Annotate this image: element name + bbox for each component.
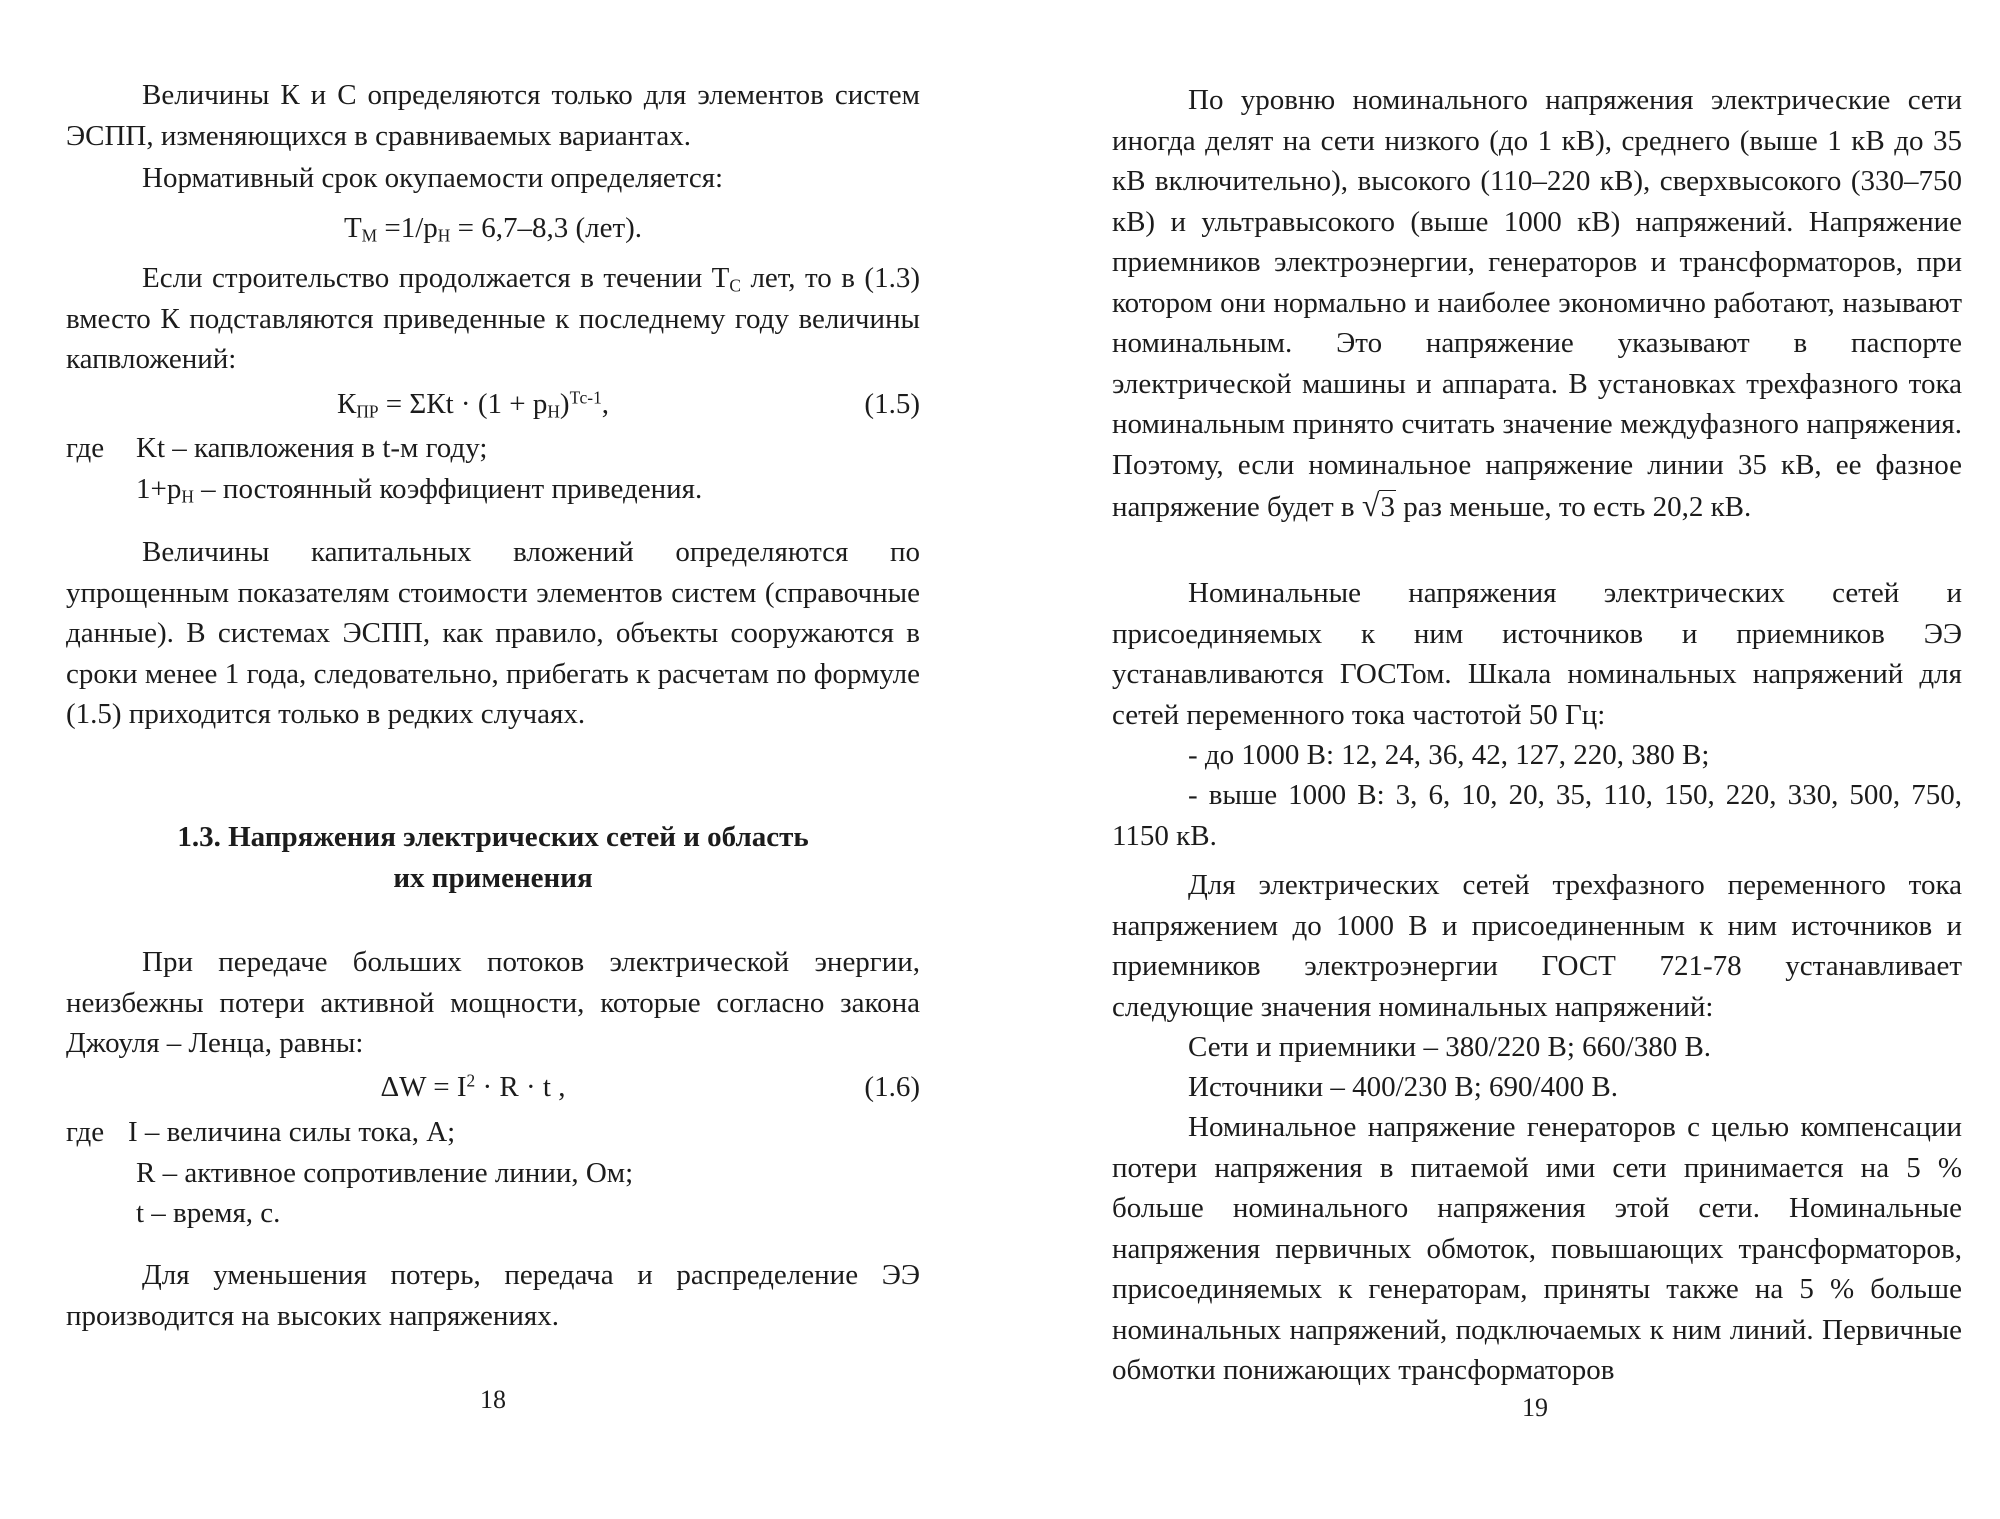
paragraph: Если строительство продолжается в течении $Т_С$ лет, то в (1.3) вместо К подставляются приведенные к последнему году величины капвложений: [66, 262, 920, 375]
equation-number: (1.5) [864, 388, 920, 420]
list-item: - выше 1000 В: 3, 6, 10, 20, 35, 110, 150, 220, 330, 500, 750, 1150 кВ. [1112, 779, 1962, 852]
paragraph: Для уменьшения потерь, передача и распределение ЭЭ производится на высоких напряжениях. [66, 1259, 920, 1332]
equation-payback-period: $Т_М =1/р_Н = 6,7-8,3$ (лет). [343, 212, 643, 246]
paragraph: Величины капитальных вложений определяются по упрощенным показателям стоимости элементов систем (справочные данные). В системах ЭСПП, как правило, объекты сооружаются в сроки менее 1 года, следовательно, прибегать к расчетам по формуле (1.5) приходится только в редких случаях. [66, 536, 920, 730]
section-heading [66, 817, 920, 898]
heading-line: 1.3. Напряжения электрических сетей и область [177, 821, 809, 853]
where-item: t – время, с. [136, 1197, 281, 1229]
paragraph: Номинальное напряжение генераторов с целью компенсации потери напряжения в питаемой ими сети принимается на 5 % больше номинального напряжения этой сети. Номинальные напряжения первичных обмоток, повышающих трансформаторов, присоединяемых к генераторам, приняты также на 5 % больше номинальных напряжений, подключаемых к ним линий. Первичные обмотки понижающих трансформаторов [1112, 1111, 1962, 1386]
page-number: 18 [480, 1385, 506, 1414]
paragraph: Величины К и С определяются только для элементов систем ЭСПП, изменяющихся в сравниваемых вариантах. [66, 79, 920, 152]
paragraph: Нормативный срок окупаемости определяется: [142, 162, 724, 194]
paragraph: При передаче больших потоков электрической энергии, неизбежны потери активной мощности, которые согласно закона Джоуля – Ленца, равны: [66, 946, 920, 1059]
where-list-1-5 [66, 428, 920, 509]
where-item: где Kt – капвложения в t-м году; [66, 432, 488, 464]
voltage-line: Сети и приемники – 380/220 В; 660/380 В. [1188, 1031, 1712, 1063]
where-item: $1+р_Н$ – постоянный коэффициент приведения. [136, 472, 703, 506]
equation-1-6: $\Delta W = I^2 \cdot R \cdot t$ , (1.6) [66, 1067, 920, 1108]
where-item: где I – величина силы тока, А; [66, 1116, 456, 1148]
list-item: - до 1000 В: 12, 24, 36, 42, 127, 220, 380 В; [1188, 739, 1710, 771]
equation-number: (1.6) [864, 1071, 920, 1103]
paragraph: Для электрических сетей трехфазного переменного тока напряжением до 1000 В и присоединенным к ним источников и приемников электроэнергии ГОСТ 721-78 устанавливает следующие значения номинальных напряжений: [1112, 869, 1962, 1023]
square-root: √3 [1361, 487, 1395, 523]
where-item: R – активное сопротивление линии, Ом; [136, 1156, 634, 1189]
page-number: 19 [1522, 1393, 1548, 1422]
paragraph: По уровню номинального напряжения электрические сети иногда делят на сети низкого (до 1 кВ), среднего (выше 1 кВ до 35 кВ включительно), высокого (110–220 кВ), сверхвысокого (330–750 кВ) и ультравысокого (выше 1000 кВ) напряжений. Напряжение приемников электроэнергии, генераторов и трансформаторов, при котором они нормально и наиболее экономично работают, называют номинальным. Это напряжение указывают в паспорте электрической машины и аппарата. В установках трехфазного тока номинальным принято считать значение междуфазного напряжения. Поэтому, если номинальное напряжение линии 35 кВ, ее фазное напряжение будет в √3 раз меньше, то есть 20,2 кВ. [1112, 84, 1962, 523]
paragraph: Номинальные напряжения электрических сетей и присоединяемых к ним источников и приемников ЭЭ устанавливаются ГОСТом. Шкала номинальных напряжений для сетей переменного тока частотой 50 Гц: [1112, 577, 1962, 731]
equation-1-5: $К_{ПР} = \Sigma Кt \cdot (1 + р_Н)^{Тс-1}$, (1.5) [66, 384, 920, 425]
heading-line: их применения [393, 861, 593, 894]
where-list-1-6 [66, 1112, 920, 1234]
voltage-line: Источники – 400/230 В; 690/400 В. [1188, 1071, 1618, 1103]
